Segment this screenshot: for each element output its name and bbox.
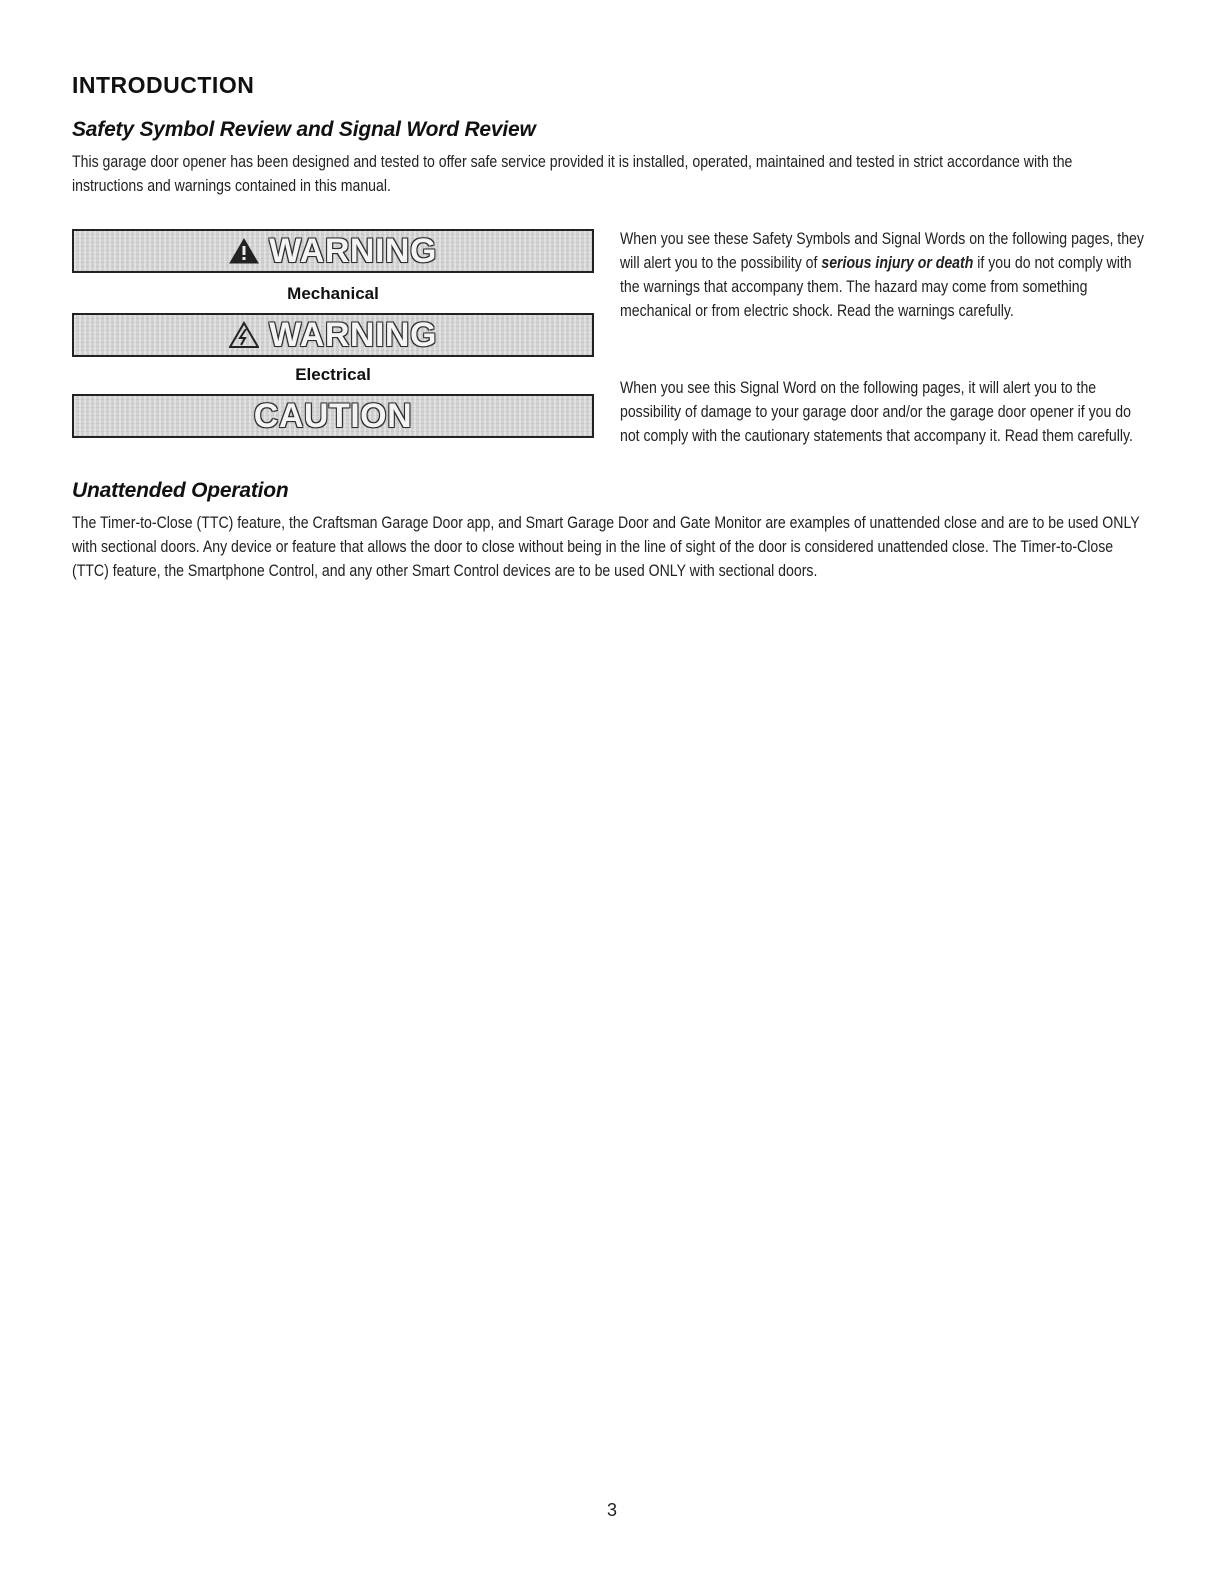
warning-sign-mechanical bbox=[72, 229, 594, 273]
safety-intro: This garage door opener has been designed and tested to offer safe service provided it is installed, operated, maintained and tested in strict accordance with the instructions and warnings contained in this manual. bbox=[72, 153, 1073, 195]
electric-warning-triangle-icon bbox=[229, 321, 259, 349]
caution-sign bbox=[72, 394, 594, 438]
serious-injury-emphasis: serious injury or death bbox=[821, 254, 974, 272]
unattended-body: The Timer-to-Close (TTC) feature, the Craftsman Garage Door app, and Smart Garage Door and Gate Monitor are examples of unattended close and are to be used ONLY with sectional doors. Any device or feature that allows the door to close without being in the line of sight of the door is considered unattended close. The Timer-to-Close (TTC) feature, the Smartphone Control, and any other Smart Control devices are to be used ONLY with sectional doors. bbox=[72, 514, 1140, 580]
signal-word-paragraph-2: When you see this Signal Word on the following pages, it will alert you to the possibility of damage to your garage door and/or the garage door opener if you do not comply with the cautionary statements that accompany it. Read them carefully. bbox=[620, 379, 1133, 445]
sign-caption-mechanical: Mechanical bbox=[287, 284, 379, 303]
signal-word-paragraph-1: When you see these Safety Symbols and Signal Words on the following pages, they will alert you to the possibility of serious injury or death if you do not comply with the warnings that accompany them. The hazard may come from something mechanical or from electric shock. Read the warnings carefully. bbox=[620, 230, 1144, 320]
page-number: 3 bbox=[606, 1500, 617, 1520]
sign-word: WARNING bbox=[269, 231, 437, 270]
warning-sign-electrical bbox=[72, 313, 594, 357]
safety-heading: Safety Symbol Review and Signal Word Review bbox=[72, 118, 536, 141]
sign-word: CAUTION bbox=[253, 396, 413, 435]
sign-word: WARNING bbox=[269, 315, 437, 354]
sign-caption-electrical: Electrical bbox=[295, 365, 371, 384]
filled-warning-triangle-icon bbox=[229, 237, 259, 265]
unattended-heading: Unattended Operation bbox=[72, 479, 289, 502]
section-title: INTRODUCTION bbox=[72, 72, 255, 98]
